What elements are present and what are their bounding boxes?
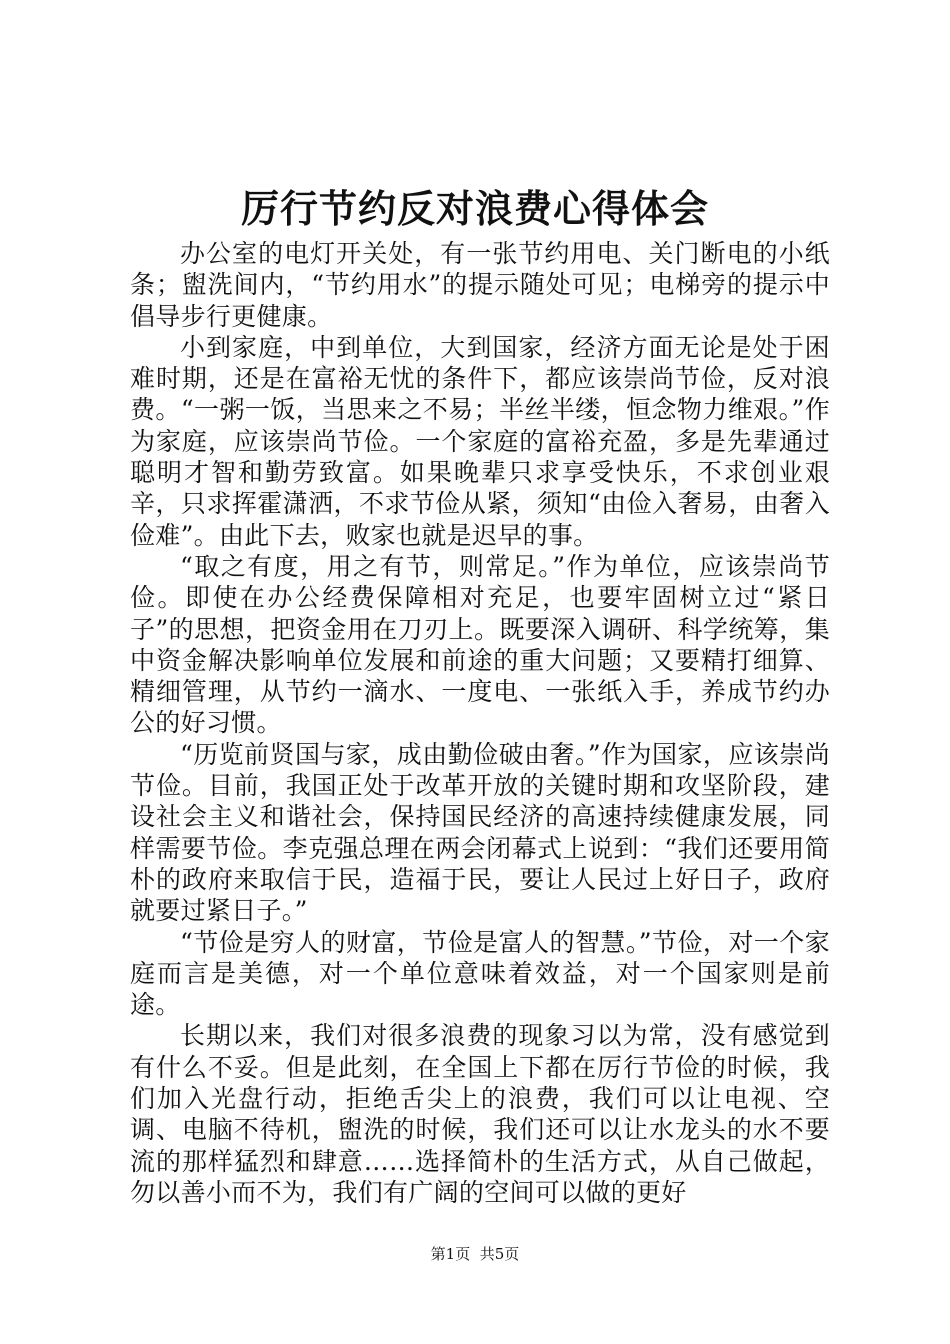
page-footer — [0, 1244, 950, 1264]
document-title: 厉行节约反对浪费心得体会 — [240, 186, 709, 231]
paragraph-5: “节俭是穷人的财富，节俭是富人的智慧。”节俭，对一个家庭而言是美德，对一个单位意味着效益，对一个国家则是前途。 — [130, 927, 830, 1020]
document-body — [130, 238, 830, 1208]
page-number: 第1页 — [430, 1245, 471, 1263]
paragraph-3: “取之有度，用之有节，则常足。”作为单位，应该崇尚节俭。即使在办公经费保障相对充足，也要牢固树立过“紧日子”的思想，把资金用在刀刃上。既要深入调研、科学统筹，集中资金解决影响单位发展和前途的重大问题；又要精打细算、精细管理，从节约一滴水、一度电、一张纸入手，养成节约办公的好习惯。 — [130, 551, 830, 738]
paragraph-1: 办公室的电灯开关处，有一张节约用电、关门断电的小纸条；盥洗间内，“节约用水”的提示随处可见；电梯旁的提示中倡导步行更健康。 — [130, 239, 830, 331]
page-total: 共5页 — [479, 1245, 520, 1263]
paragraph-6: 长期以来，我们对很多浪费的现象习以为常，没有感觉到有什么不妥。但是此刻，在全国上下都在厉行节俭的时候，我们加入光盘行动，拒绝舌尖上的浪费，我们可以让电视、空调、电脑不待机，盥洗的时候，我们还可以让水龙头的水不要流的那样猛烈和肆意……选择简朴的生活方式，从自己做起，勿以善小而不为，我们有广阔的空间可以做的更好 — [130, 1021, 830, 1207]
paragraph-4: “历览前贤国与家，成由勤俭破由奢。”作为国家，应该崇尚节俭。目前，我国正处于改革开放的关键时期和攻坚阶段，建设社会主义和谐社会，保持国民经济的高速持续健康发展，同样需要节俭。李克强总理在两会闭幕式上说到：“我们还要用简朴的政府来取信于民，造福于民，要让人民过上好日子，政府就要过紧日子。” — [130, 739, 830, 926]
paragraph-2: 小到家庭，中到单位，大到国家，经济方面无论是处于困难时期，还是在富裕无忧的条件下，都应该崇尚节俭，反对浪费。“一粥一饭，当思来之不易；半丝半缕，恒念物力维艰。”作为家庭，应该崇尚节俭。一个家庭的富裕充盈，多是先辈通过聪明才智和勤劳致富。如果晚辈只求享受快乐，不求创业艰辛，只求挥霍潇洒，不求节俭从紧，须知“由俭入奢易，由奢入俭难”。由此下去，败家也就是迟早的事。 — [130, 332, 830, 550]
